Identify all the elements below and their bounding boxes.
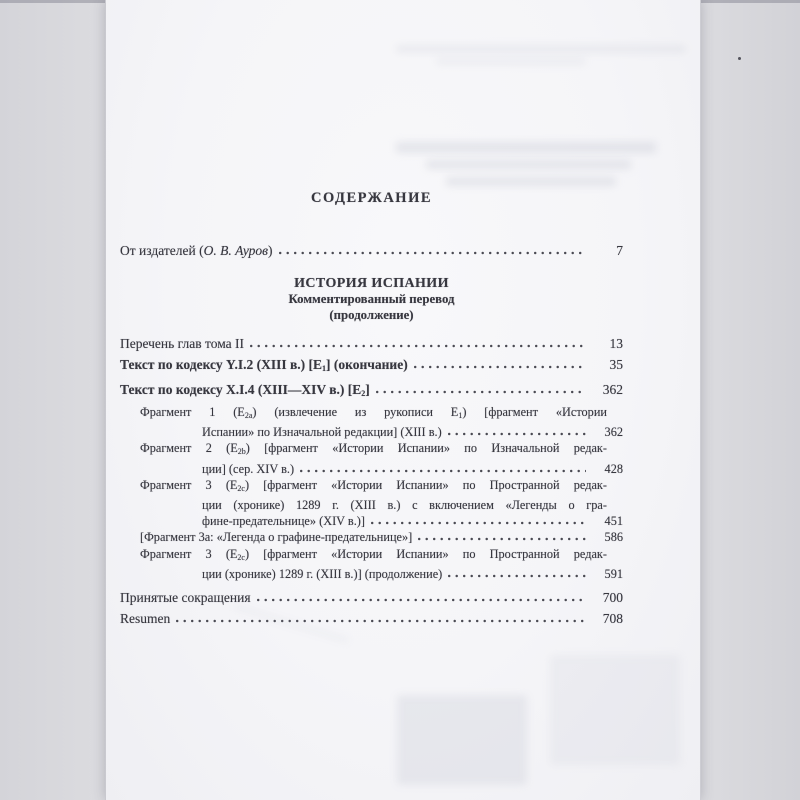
toc-line-text [120, 354, 408, 379]
text-segment: [Фрагмент 3а: «Легенда о графине-предательнице»] [140, 530, 413, 545]
toc-entry [120, 240, 623, 261]
text-segment: Испании» по Изначальной редакции] (XIII в.) [202, 425, 442, 440]
text-segment: О. В. Ауров [203, 243, 269, 258]
toc-line [202, 513, 623, 529]
text-segment: Фрагмент 2 (E [140, 441, 238, 456]
text-segment: Перечень глав тома II [120, 336, 245, 351]
dot-leader [414, 365, 586, 369]
siglum-subscript: 2a [244, 411, 253, 420]
section-heading [120, 275, 623, 323]
page-number: 428 [604, 461, 623, 476]
toc-entry [120, 404, 623, 440]
page-number: 700 [602, 590, 623, 606]
dot-leader [279, 251, 586, 255]
toc-line-text [120, 240, 273, 261]
page-number: 35 [609, 357, 623, 372]
toc-line [120, 608, 623, 629]
text-segment: Текст по кодексу X.I.4 (XIII—XIV в.) [E [120, 382, 362, 397]
text-segment: Фрагмент 1 (E [140, 405, 245, 419]
text-segment: ) [268, 243, 273, 258]
text-segment: ) [фрагмент «Истории Испании» по Пространной редак- [244, 477, 607, 492]
toc-entry [120, 379, 623, 404]
siglum-subscript: 1 [322, 364, 327, 373]
toc-line-text [140, 529, 412, 545]
page-number: 7 [616, 243, 623, 258]
toc-line-text [202, 461, 294, 477]
dot-leader [448, 432, 586, 436]
toc-line [202, 566, 623, 582]
text-segment: ) [фрагмент «Истории Испании» по Пространной редак- [244, 546, 607, 561]
text-segment: ции] (сер. XIV в.) [202, 461, 295, 476]
dot-leader [257, 598, 586, 602]
text-segment: ) [фрагмент «Истории [462, 405, 607, 419]
dot-leader [376, 390, 586, 394]
siglum-subscript: 2 [361, 389, 366, 398]
toc-entry [120, 333, 623, 354]
text-segment: ] (окончание) [326, 357, 408, 372]
page-showthrough [426, 160, 631, 169]
text-segment: Resumen [120, 611, 171, 627]
dust-speck [738, 57, 741, 60]
text-segment: ] [365, 382, 370, 397]
toc-line-text [120, 379, 370, 404]
page-showthrough [436, 58, 586, 65]
toc-line [140, 546, 623, 566]
text-segment: ции (хронике) 1289 г. (XIII в.) с включением «Легенды о гра- [202, 498, 607, 513]
toc-entry [120, 546, 623, 582]
text-segment: Принятые сокращения [120, 590, 251, 606]
siglum-subscript: 2c [237, 552, 245, 562]
page-number: 362 [604, 425, 623, 440]
toc-line-text [202, 513, 365, 529]
text-segment: ) (извлечение из рукописи Е [252, 405, 459, 419]
section-heading-subtitle: Комментированный перевод [288, 292, 455, 306]
page-number: 708 [602, 611, 623, 627]
toc-line [120, 354, 623, 379]
siglum-subscript: 2b [237, 447, 246, 457]
toc-line-text [140, 547, 607, 561]
page-showthrough [396, 45, 686, 53]
section-heading-title: ИСТОРИЯ ИСПАНИИ [294, 276, 449, 291]
toc-line-text [140, 405, 607, 419]
page-title: СОДЕРЖАНИЕ [310, 190, 433, 206]
page-showthrough [550, 655, 680, 765]
dot-leader [176, 619, 586, 623]
toc-entry [120, 477, 623, 530]
siglum-subscript: 1 [458, 411, 463, 420]
page-showthrough [396, 142, 656, 153]
toc-list [120, 333, 623, 629]
toc-line [202, 497, 623, 513]
toc-line-text [140, 441, 607, 455]
dot-leader [250, 344, 586, 348]
page-number: 362 [602, 382, 623, 397]
toc-line [120, 379, 623, 404]
page-number: 591 [604, 566, 623, 581]
page-showthrough [397, 695, 527, 785]
section-heading-continuation: (продолжение) [329, 307, 414, 322]
toc-line [120, 333, 623, 354]
paper-page [105, 0, 701, 800]
toc-line-text [120, 333, 244, 354]
text-segment: ) [фрагмент «Истории Испании» по Изначальной редак- [245, 441, 607, 456]
text-segment: Фрагмент 3 (E [140, 546, 238, 561]
toc-line-text [202, 566, 442, 582]
publisher-entry [120, 240, 623, 261]
toc-line [140, 477, 623, 497]
toc-content [120, 0, 623, 629]
toc-line [120, 240, 623, 261]
text-segment: Текст по кодексу Y.I.2 (XIII в.) [E [120, 357, 323, 372]
toc-entry [120, 529, 623, 545]
toc-line [140, 440, 623, 460]
toc-line [202, 424, 623, 440]
dot-leader [448, 574, 586, 578]
toc-line-text [120, 608, 170, 629]
toc-line-text [202, 498, 607, 512]
text-segment: фине-предательнице» (XIV в.)] [202, 514, 365, 529]
dot-leader [300, 469, 586, 473]
toc-line-text [202, 424, 442, 440]
toc-entry [120, 587, 623, 608]
toc-line-text [140, 478, 607, 492]
toc-line [202, 461, 623, 477]
dot-leader [371, 521, 586, 525]
toc-line [140, 404, 623, 424]
page-number: 13 [609, 336, 623, 351]
toc-entry [120, 354, 623, 379]
text-segment: От издателей ( [120, 243, 204, 258]
text-segment: ции (хронике) 1289 г. (XIII в.)] (продолжение) [202, 566, 443, 581]
siglum-subscript: 2c [237, 483, 245, 493]
text-segment: Фрагмент 3 (E [140, 477, 238, 492]
page-showthrough [446, 177, 616, 186]
toc-line-text [120, 587, 251, 608]
page-number: 586 [604, 530, 623, 545]
toc-entry [120, 608, 623, 629]
toc-line [140, 529, 623, 545]
toc-entry [120, 440, 623, 476]
page-number: 451 [604, 514, 623, 529]
toc-line [120, 587, 623, 608]
dot-leader [418, 537, 586, 541]
